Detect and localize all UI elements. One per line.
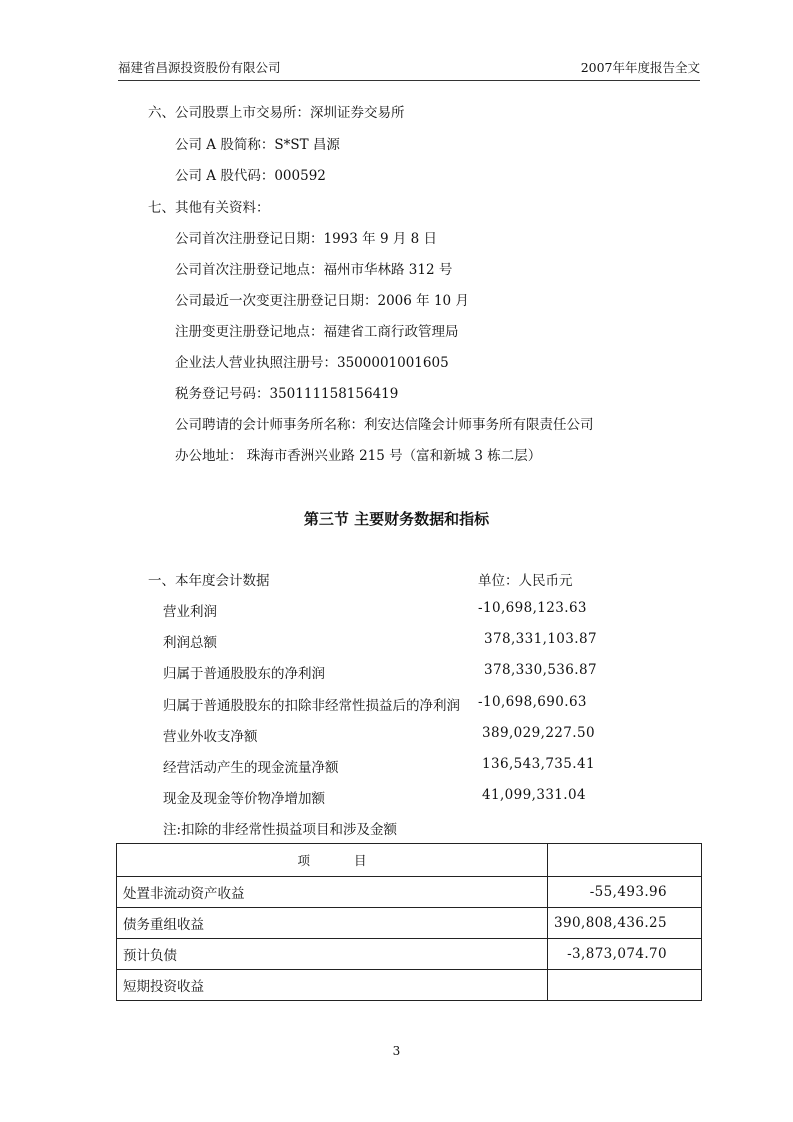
info-line: 注册变更注册登记地点：福建省工商行政管理局 (175, 324, 459, 340)
fin-row-label: 现金及现金等价物净增加额 (163, 791, 325, 807)
section7-heading: 七、其他有关资料： (148, 200, 270, 216)
header-report-title: 2007年年度报告全文 (580, 60, 700, 75)
note-text: 注:扣除的非经常性损益项目和涉及金额 (163, 822, 398, 838)
fin-row-value: -10,698,690.63 (478, 694, 587, 710)
info-line: 公司聘请的会计师事务所名称：利安达信隆会计师事务所有限责任公司 (175, 417, 594, 433)
fin-subheading: 一、本年度会计数据 (148, 573, 270, 589)
fin-row-value: 378,330,536.87 (484, 662, 597, 678)
info-line: 税务登记号码：350111158156419 (175, 386, 399, 402)
nonrecurring-items-table (116, 843, 702, 1001)
fin-row-label: 营业利润 (163, 604, 217, 620)
item-amount: -3,873,074.70 (548, 939, 702, 970)
item-amount: 390,808,436.25 (548, 908, 702, 939)
item-name: 预计负债 (117, 939, 548, 970)
table-row (117, 970, 702, 1001)
page-header (118, 58, 700, 81)
page-number: 3 (392, 1044, 401, 1058)
section6-heading: 六、公司股票上市交易所：深圳证券交易所 (148, 105, 405, 121)
fin-row-label: 归属于普通股股东的净利润 (163, 666, 325, 682)
stock-code: 公司 A 股代码：000592 (175, 168, 326, 184)
header-value (548, 844, 702, 877)
info-line: 公司最近一次变更注册登记日期：2006 年 10 月 (175, 293, 469, 309)
table-header-row (117, 844, 702, 877)
table-row (117, 877, 702, 908)
unit-label: 单位：人民币元 (478, 573, 573, 589)
item-name: 短期投资收益 (117, 970, 548, 1001)
fin-row-label: 归属于普通股股东的扣除非经常性损益后的净利润 (163, 698, 460, 714)
item-name: 债务重组收益 (117, 908, 548, 939)
fin-row-label: 利润总额 (163, 635, 217, 651)
stock-short-name: 公司 A 股简称：S*ST 昌源 (175, 137, 340, 153)
fin-row-value: 378,331,103.87 (484, 631, 597, 647)
fin-row-label: 营业外收支净额 (163, 729, 258, 745)
section-title: 第三节 主要财务数据和指标 (303, 510, 490, 528)
header-item: 项 目 (117, 844, 548, 877)
info-line: 公司首次注册登记日期：1993 年 9 月 8 日 (175, 231, 437, 247)
item-name: 处置非流动资产收益 (117, 877, 548, 908)
table-row (117, 939, 702, 970)
info-line: 办公地址： 珠海市香洲兴业路 215 号（富和新城 3 栋二层） (175, 448, 542, 464)
info-line: 公司首次注册登记地点：福州市华林路 312 号 (175, 262, 453, 278)
header-company: 福建省昌源投资股份有限公司 (118, 60, 281, 75)
fin-row-value: 389,029,227.50 (482, 725, 595, 741)
info-line: 企业法人营业执照注册号：3500001001605 (175, 355, 449, 371)
fin-row-label: 经营活动产生的现金流量净额 (163, 760, 339, 776)
fin-row-value: 136,543,735.41 (482, 756, 595, 772)
item-amount: -55,493.96 (548, 877, 702, 908)
item-amount (548, 970, 702, 1001)
fin-row-value: 41,099,331.04 (482, 787, 586, 803)
fin-row-value: -10,698,123.63 (478, 600, 587, 616)
table-row (117, 908, 702, 939)
